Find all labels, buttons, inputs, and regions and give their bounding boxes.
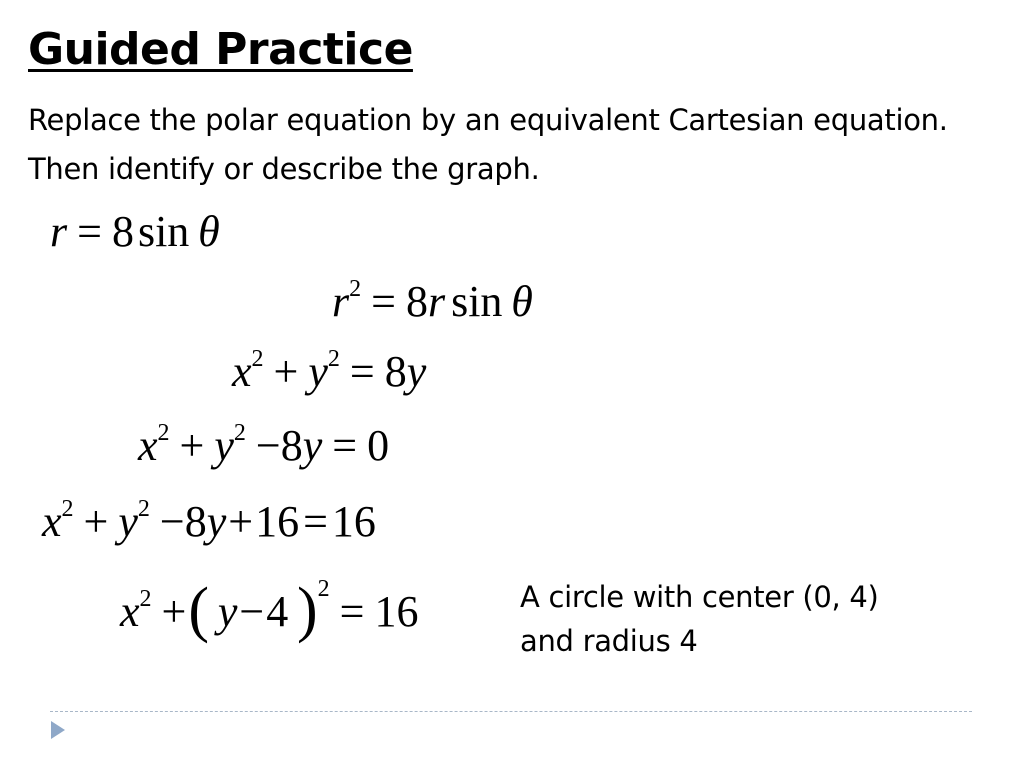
equation-1 bbox=[50, 207, 220, 256]
eq3-plus: + bbox=[273, 347, 299, 396]
eq4-plus: + bbox=[179, 421, 205, 470]
eq4-x: x bbox=[138, 421, 158, 470]
eq3-rhs-y: y bbox=[406, 347, 427, 396]
eq6-exp-x: 2 bbox=[139, 586, 152, 612]
eq6-x: x bbox=[120, 587, 140, 636]
eq4-8: 8 bbox=[280, 421, 303, 470]
answer-text bbox=[520, 575, 879, 663]
eq2-8: 8 bbox=[405, 277, 428, 326]
eq5-16: 16 bbox=[255, 497, 300, 546]
eq5-exp-y: 2 bbox=[137, 496, 150, 522]
eq3-x: x bbox=[232, 347, 252, 396]
eq5-plus2: + bbox=[228, 497, 254, 546]
equation-5 bbox=[42, 496, 376, 546]
answer-line-1: A circle with center (0, 4) bbox=[520, 580, 879, 614]
eq5-8: 8 bbox=[184, 497, 207, 546]
eq1-r: r bbox=[50, 207, 68, 256]
eq4-y2: y bbox=[302, 421, 323, 470]
eq2-equals: = bbox=[371, 277, 396, 326]
eq3-8: 8 bbox=[384, 347, 407, 396]
eq2-sin: sin bbox=[451, 277, 503, 326]
eq3-y: y bbox=[308, 347, 328, 396]
eq2-r: r bbox=[332, 277, 350, 326]
slide-title: Guided Practice bbox=[28, 24, 413, 75]
eq6-left-paren: ( bbox=[188, 576, 210, 644]
eq4-rhs: 0 bbox=[367, 421, 390, 470]
eq5-plus: + bbox=[83, 497, 109, 546]
eq6-plus: + bbox=[161, 587, 187, 636]
eq1-8: 8 bbox=[111, 207, 134, 256]
eq5-y2: y bbox=[206, 497, 227, 546]
instructions-text: Replace the polar equation by an equivalent Cartesian equation. Then identify or describe the graph. bbox=[28, 103, 948, 186]
eq5-x: x bbox=[42, 497, 62, 546]
eq5-rhs: 16 bbox=[331, 497, 376, 546]
equation-2 bbox=[332, 276, 533, 326]
eq5-equals: = bbox=[303, 497, 328, 546]
eq4-y: y bbox=[214, 421, 234, 470]
eq6-minus: − bbox=[239, 587, 265, 636]
eq6-right-paren: ) bbox=[297, 576, 318, 644]
eq4-exp-y: 2 bbox=[233, 420, 246, 446]
eq3-exp-x: 2 bbox=[251, 346, 264, 372]
eq6-equals: = bbox=[339, 587, 365, 636]
eq4-exp-x: 2 bbox=[157, 420, 170, 446]
footer-divider bbox=[50, 711, 972, 712]
eq2-exp: 2 bbox=[349, 276, 362, 302]
equation-3 bbox=[232, 346, 427, 396]
eq6-y: y bbox=[217, 587, 238, 636]
eq6-rhs: 16 bbox=[374, 587, 419, 636]
eq5-y: y bbox=[118, 497, 138, 546]
equation-6 bbox=[120, 575, 419, 644]
eq1-sin: sin bbox=[137, 207, 190, 256]
triangle-right-icon[interactable] bbox=[50, 720, 66, 744]
eq6-exp: 2 bbox=[317, 576, 330, 602]
equation-4 bbox=[138, 420, 390, 470]
eq1-equals: = bbox=[77, 207, 102, 256]
eq2-r2: r bbox=[427, 277, 446, 326]
eq4-equals: = bbox=[332, 421, 358, 470]
eq6-4: 4 bbox=[266, 587, 289, 636]
answer-line-2: and radius 4 bbox=[520, 624, 698, 658]
eq2-theta: θ bbox=[511, 277, 533, 326]
eq5-minus: − bbox=[159, 497, 185, 546]
eq5-exp-x: 2 bbox=[61, 496, 74, 522]
eq1-theta: θ bbox=[198, 207, 220, 256]
eq4-minus: − bbox=[255, 421, 281, 470]
eq3-equals: = bbox=[349, 347, 375, 396]
eq3-exp-y: 2 bbox=[327, 346, 340, 372]
